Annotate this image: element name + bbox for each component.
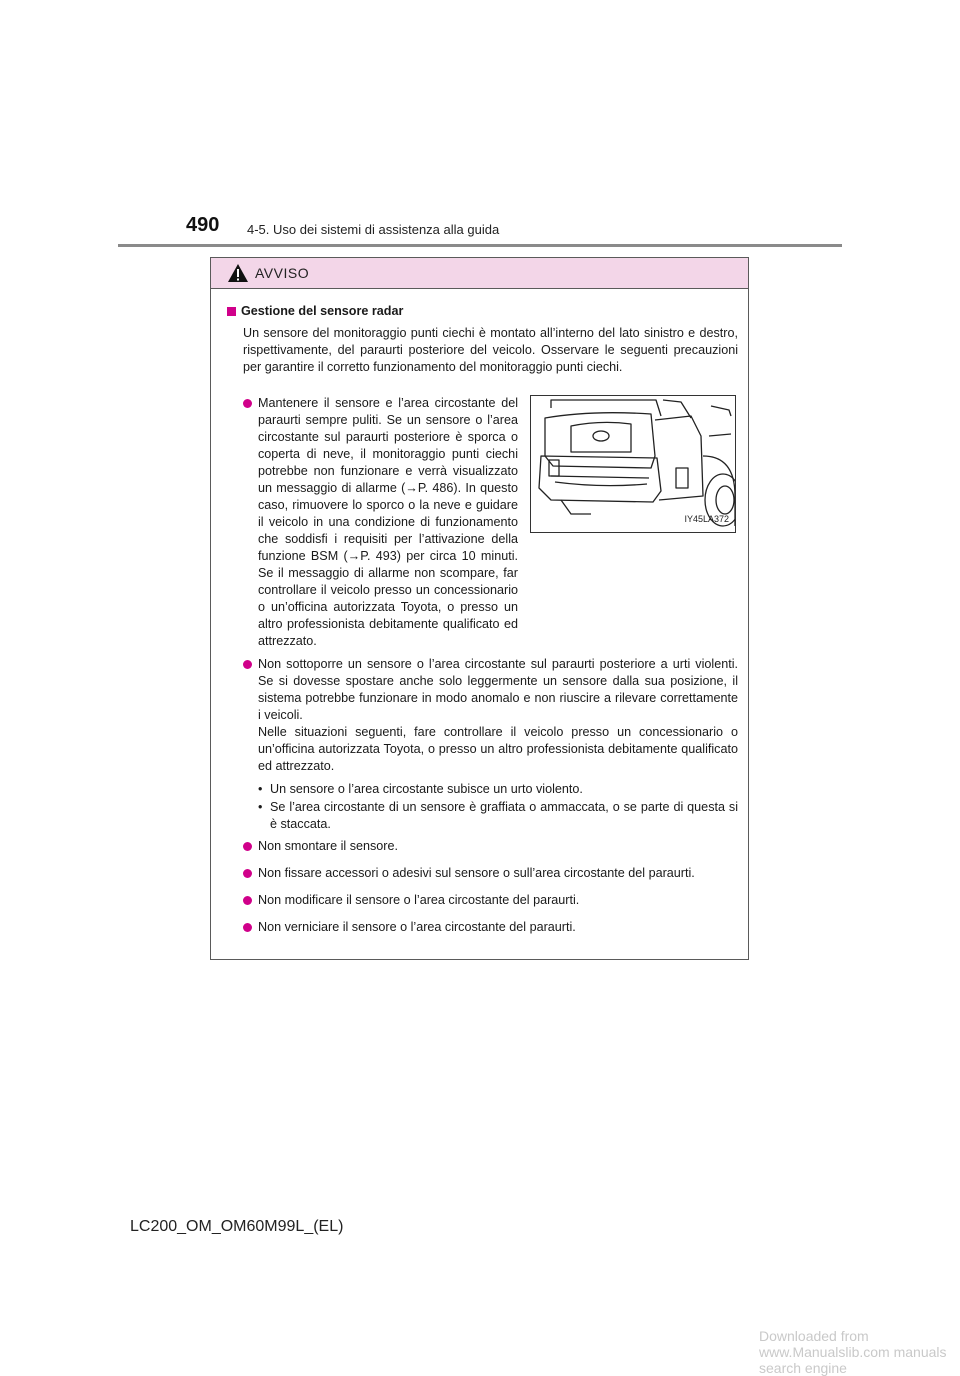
square-bullet-icon xyxy=(227,307,236,316)
bullet-2-body xyxy=(258,656,738,833)
bullet-4-text: Non fissare accessori o adesivi sul sensore o sull’area circostante del paraurti. xyxy=(258,866,695,880)
bullet-6-text: Non verniciare il sensore o l’area circostante del paraurti. xyxy=(258,920,576,934)
round-bullet-icon xyxy=(243,923,252,932)
bullet-2 xyxy=(243,656,738,833)
bullet-4 xyxy=(243,865,738,882)
subheading-text: Gestione del sensore radar xyxy=(241,304,404,318)
section-title: 4-5. Uso dei sistemi di assistenza alla guida xyxy=(247,222,500,237)
bullet-2-paragraph-2: Nelle situazioni seguenti, fare controllare il veicolo presso un concessionario o un’officina autorizzata Toyota, o presso un altro professionista debitamente qualificato ed attrezzato. xyxy=(258,725,738,773)
round-bullet-icon xyxy=(243,399,252,408)
rear-bumper-figure xyxy=(530,395,736,533)
bullet-5-text: Non modificare il sensore o l’area circostante del paraurti. xyxy=(258,893,580,907)
bullet-2-paragraph-1: Non sottoporre un sensore o l’area circostante sul paraurti posteriore a urti violenti. Se si dovesse spostare anche solo leggermente un sensore dalla sua posizione, il sistema potrebbe funzionare in modo anomalo e non riuscire a rilevare correttamente i veicoli. xyxy=(258,657,738,722)
bullet-3-text: Non smontare il sensore. xyxy=(258,839,398,853)
round-bullet-icon xyxy=(243,869,252,878)
round-bullet-icon xyxy=(243,660,252,669)
intro-paragraph: Un sensore del monitoraggio punti ciechi è montato all’interno del lato sinistro e destro, rispettivamente, del paraurti posteriore del veicolo. Osservare le seguenti precauzioni per garantire il corretto funzionamento del monitoraggio punti ciechi. xyxy=(243,326,738,374)
sub-item-list xyxy=(258,781,738,833)
round-bullet-icon xyxy=(243,842,252,851)
bullet-with-figure xyxy=(243,395,738,650)
footer-model-code: LC200_OM_OM60M99L_(EL) xyxy=(130,1218,344,1235)
list-item: • Se l’area circostante di un sensore è graffiata o ammaccata, o se parte di questa si è staccata. xyxy=(258,800,738,831)
footer-website: Downloaded from www.Manualslib.com manuals search engine xyxy=(759,1328,947,1376)
bullet-1 xyxy=(243,395,518,650)
warning-box xyxy=(210,257,749,960)
list-item: • Un sensore o l’area circostante subisce un urto violento. xyxy=(258,782,583,796)
subheading xyxy=(227,303,738,320)
bullet-1-text: Mantenere il sensore e l’area circostante del paraurti sempre puliti. Se un sensore o l’area circostante sul paraurti posteriore è sporca o coperta di neve, il monitoraggio punti ciechi potrebbe non funzionare e verrà visualizzato un messaggio di allarme (→P. 486). In questo caso, rimuovere lo sporco o la neve e guidare il veicolo in una condizione di funzionamento che soddisfi i requisiti per l’attivazione della funzione BSM (→P. 493) per circa 10 minuti. Se il messaggio di allarme non scompare, far controllare il veicolo presso un concessionario o un’officina autorizzata Toyota, o presso un altro professionista debitamente qualificato ed attrezzato. xyxy=(258,396,518,648)
page-number: 490 xyxy=(186,214,220,236)
warning-content xyxy=(211,289,748,936)
bullet-6 xyxy=(243,919,738,936)
warning-body xyxy=(227,325,738,936)
figure-code: IY45LA372 xyxy=(684,514,729,524)
warning-title: AVVISO xyxy=(255,265,310,281)
warning-triangle-icon xyxy=(227,263,249,283)
warning-header xyxy=(211,258,748,289)
bullet-5 xyxy=(243,892,738,909)
round-bullet-icon xyxy=(243,896,252,905)
header-rule xyxy=(118,244,842,247)
bullet-3 xyxy=(243,838,738,855)
